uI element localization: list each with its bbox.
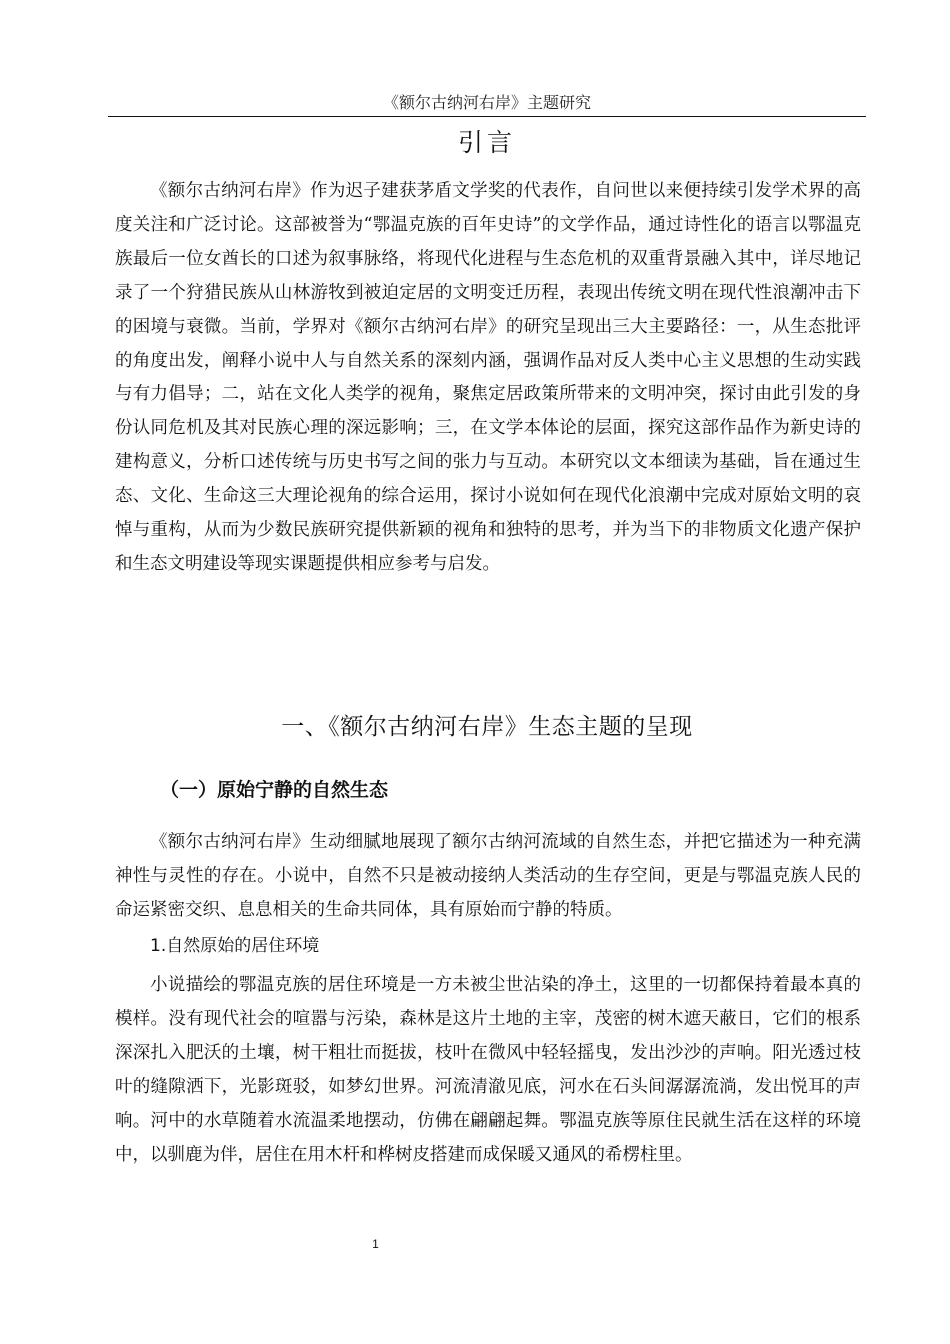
page-number: 1	[372, 1237, 379, 1251]
item-one-heading: 1.自然原始的居住环境	[150, 936, 320, 956]
running-header: 《额尔古纳河右岸》主题研究	[382, 93, 591, 112]
introduction-paragraph: 《额尔古纳河右岸》作为迟子建获茅盾文学奖的代表作，自问世以来便持续引发学术界的高度关注和广泛讨论。这部被誉为“鄂温克族的百年史诗”的文学作品，通过诗性化的语言以鄂温克族最后一位女酋长的口述为叙事脉络，将现代化进程与生态危机的双重背景融入其中，详尽地记录了一个狩猎民族从山林游牧到被迫定居的文明变迁历程，表现出传统文明在现代性浪潮冲击下的困境与衰微。当前，学界对《额尔古纳河右岸》的研究呈现出三大主要路径：一，从生态批评的角度出发，阐释小说中人与自然关系的深刻内涵，强调作品对反人类中心主义思想的生动实践与有力倡导；二，站在文化人类学的视角，聚焦定居政策所带来的文明冲突，探讨由此引发的身份认同危机及其对民族心理的深远影响；三，在文学本体论的层面，探究这部作品作为新史诗的建构意义，分析口述传统与历史书写之间的张力与互动。本研究以文本细读为基础，旨在通过生态、文化、生命这三大理论视角的综合运用，探讨小说如何在现代化浪潮中完成对原始文明的哀悼与重构，从而为少数民族研究提供新颖的视角和独特的思考，并为当下的非物质文化遗产保护和生态文明建设等现实课题提供相应参考与启发。	[115, 181, 861, 574]
item-one-paragraph: 小说描绘的鄂温克族的居住环境是一方未被尘世沾染的净土，这里的一切都保持着最本真的模样。没有现代社会的喧嚣与污染，森林是这片土地的主宰，茂密的树木遮天蔽日，它们的根系深深扎入肥沃的土壤，树干粗壮而挺拔，枝叶在微风中轻轻摇曳，发出沙沙的声响。阳光透过枝叶的缝隙洒下，光影斑驳，如梦幻世界。河流清澈见底，河水在石头间潺潺流淌，发出悦耳的声响。河中的水草随着水流温柔地摆动，仿佛在翩翩起舞。鄂温克族等原住民就生活在这样的环境中，以驯鹿为伴，居住在用木杆和桦树皮搭建而成保暖又通风的希楞柱里。	[115, 975, 861, 1165]
section-one-paragraph: 《额尔古纳河右岸》生动细腻地展现了额尔古纳河流域的自然生态，并把它描述为一种充满神性与灵性的存在。小说中，自然不只是被动接纳人类活动的生存空间，更是与鄂温克族人民的命运紧密交织、息息相关的生命共同体，具有原始而宁静的特质。	[115, 832, 861, 920]
chapter-one-heading: 一、《额尔古纳河右岸》生态主题的呈现	[281, 714, 693, 740]
header-rule	[108, 116, 866, 117]
introduction-title: 引言	[457, 128, 516, 157]
section-one-heading: （一）原始宁静的自然生态	[160, 779, 389, 801]
